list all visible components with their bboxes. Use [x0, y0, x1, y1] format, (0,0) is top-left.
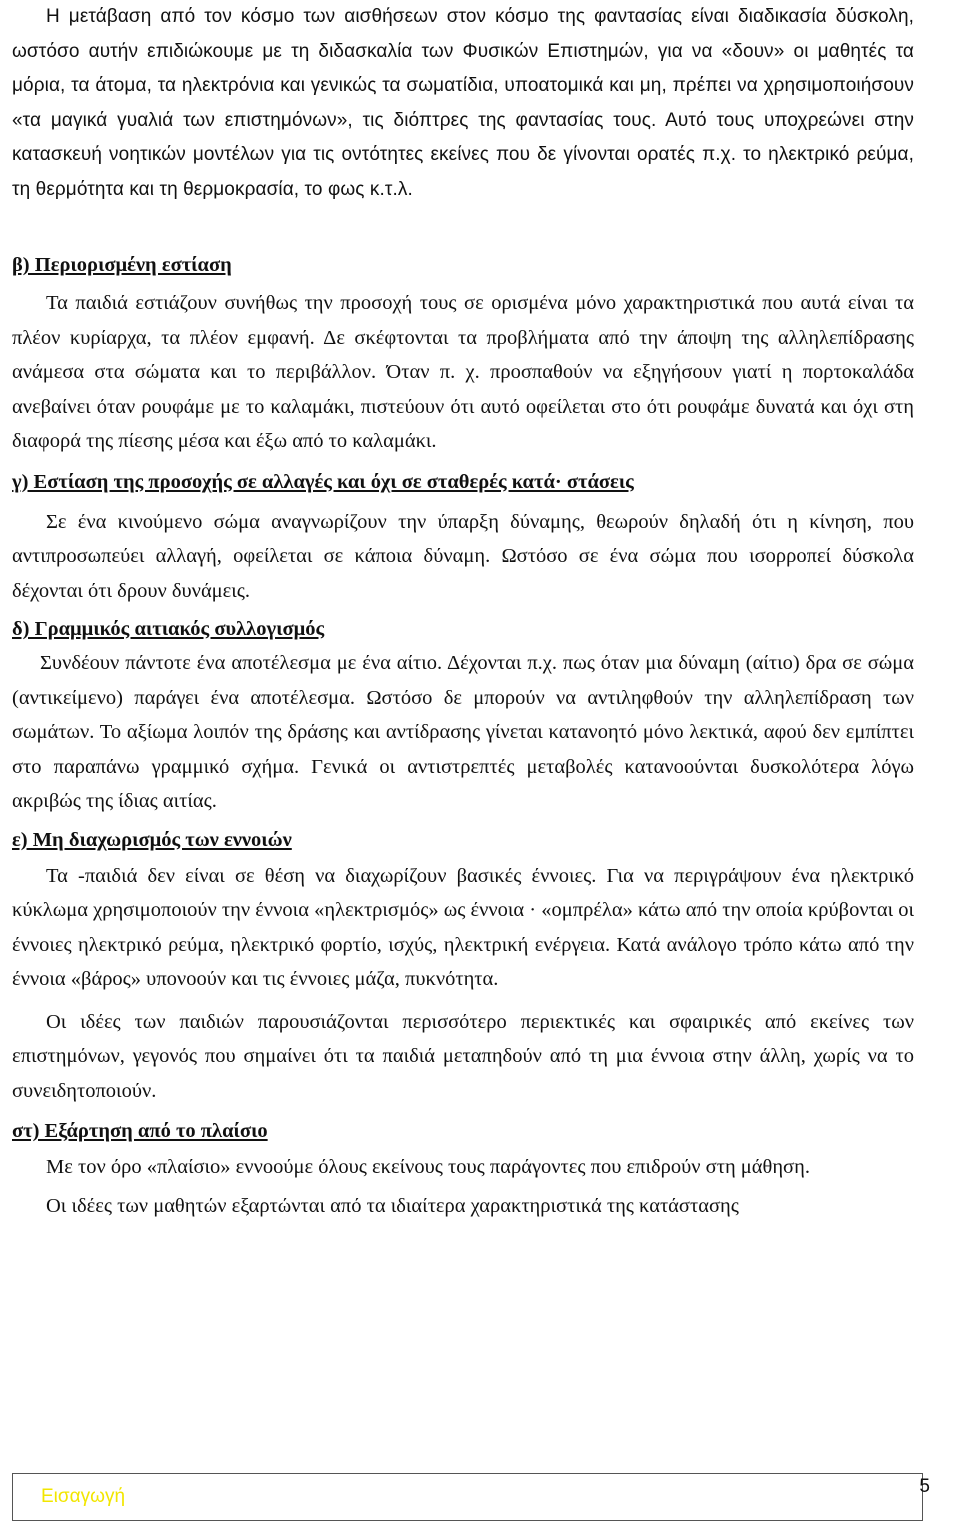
document-body: [12, 0, 914, 1223]
section-heading-concept-separation: ε) Μη διαχωρισμός των εννοιών: [12, 828, 292, 851]
paragraph-concept-separation-2: Οι ιδέες των παιδιών παρουσιάζονται περισσότερο περιεκτικές και σφαιρικές από εκείνες των επιστημόνων, γεγονός που σημαίνει ότι τα παιδιά μεταπηδούν από τη μια έννοια στην άλλη, χωρίς να το συνειδητοποιούν.: [12, 1010, 914, 1102]
section-heading-context-dependence: στ) Εξάρτηση από το πλαίσιο: [12, 1120, 268, 1142]
section-heading-change-focus: γ) Εστίαση της προσοχής σε αλλαγές και όχι σε σταθερές κατά· στάσεις: [12, 470, 634, 493]
section-heading-limited-focus: β) Περιορισμένη εστίαση: [12, 254, 232, 276]
paragraph-concept-separation-1: Τα -παιδιά δεν είναι σε θέση να διαχωρίζουν βασικές έννοιες. Για να περιγράψουν ένα ηλεκτρικό κύκλωμα χρησιμοποιούν την έννοια «ηλεκτρισμός» ως έννοια · «ομπρέλα» κάτω από την οποία κρύβονται οι έννοιες ηλεκτρικό ρεύμα, ηλεκτρικό φορτίο, ισχύς, ηλεκτρική ενέργεια. Κατά ανάλογο τρόπο κάτω από την έννοια «βάρος» υπονοούν και τις έννοιες μάζα, πυκνότητα.: [12, 864, 914, 990]
paragraph-linear-causal: Συνδέουν πάντοτε ένα αποτέλεσμα με ένα αίτιο. Δέχονται π.χ. πως όταν μια δύναμη (αίτιο) δρα σε σώμα (αντικείμενο) παράγει ένα αποτέλεσμα. Ωστόσο δε μπορούν να αντιληφθούν την αλληλεπίδραση των σωμάτων. Το αξίωμα λοιπόν της δράσης και αντίδρασης γίνεται κατανοητό μόνο λεκτικά, αφού δεν εμπίπτει στο παραπάνω γραμμικό σχήμα. Γενικά οι αντιστρεπτές μεταβολές κατανοούνται δυσκολότερα λόγω ακριβώς της ίδιας αιτίας.: [12, 652, 914, 812]
page-footer: [12, 1473, 923, 1521]
page-number: 5: [919, 1476, 930, 1497]
section-heading-linear-causal: δ) Γραμμικός αιτιακός συλλογισμός: [12, 618, 325, 640]
paragraph-limited-focus: Τα παιδιά εστιάζουν συνήθως την προσοχή τους σε ορισμένα μόνο χαρακτηριστικά που αυτά είναι τα πλέον κυρίαρχα, τα πλέον εμφανή. Δε σκέφτονται τα προβλήματα από την άποψη της αλληλεπίδρασης ανάμεσα στα σώματα και το περιβάλλον. Όταν π. χ. προσπαθούν να εξηγήσουν γιατί η πορτοκαλάδα ανεβαίνει όταν ρουφάμε με το καλαμάκι, πιστεύουν ότι αυτό οφείλεται στο ότι ρουφάμε δυνατά και όχι στη διαφορά της πίεσης μέσα και έξω από το καλαμάκι.: [12, 292, 914, 452]
footer-section-label: Εισαγωγή: [41, 1486, 126, 1507]
paragraph-context-dependence-2: Οι ιδέες των μαθητών εξαρτώνται από τα ιδιαίτερα χαρακτηριστικά της κατάστασης: [46, 1194, 739, 1217]
paragraph-change-focus: Σε ένα κινούμενο σώμα αναγνωρίζουν την ύπαρξη δύναμης, θεωρούν δηλαδή ότι η κίνηση, που αντιπροσωπεύει αλλαγή, οφείλεται σε κάποια δύναμη. Ωστόσο σε ένα σώμα που ισορροπεί δύσκολα δέχονται ότι δρουν δυνάμεις.: [12, 510, 914, 602]
intro-paragraph: Η μετάβαση από τον κόσμο των αισθήσεων στον κόσμο της φαντασίας είναι διαδικασία δύσκολη, ωστόσο αυτήν επιδιώκουμε με τη διδασκαλία των Φυσικών Επιστημών, για να «δουν» οι μαθητές τα μόρια, τα άτομα, τα ηλεκτρόνια και γενικώς τα σωματίδια, υποατομικά και μη, πρέπει να χρησιμοποιήσουν «τα μαγικά γυαλιά των επιστημόνων», τις διόπτρες της φαντασίας τους. Αυτό τους υποχρεώνει στην κατασκευή νοητικών μοντέλων για τις οντότητες εκείνες που δε γίνονται ορατές π.χ. το ηλεκτρικό ρεύμα, τη θερμότητα και τη θερμοκρασία, το φως κ.τ.λ.: [12, 6, 914, 200]
paragraph-context-dependence-1: Με τον όρο «πλαίσιο» εννοούμε όλους εκείνους τους παράγοντες που επιδρούν στη μάθηση.: [46, 1156, 810, 1178]
